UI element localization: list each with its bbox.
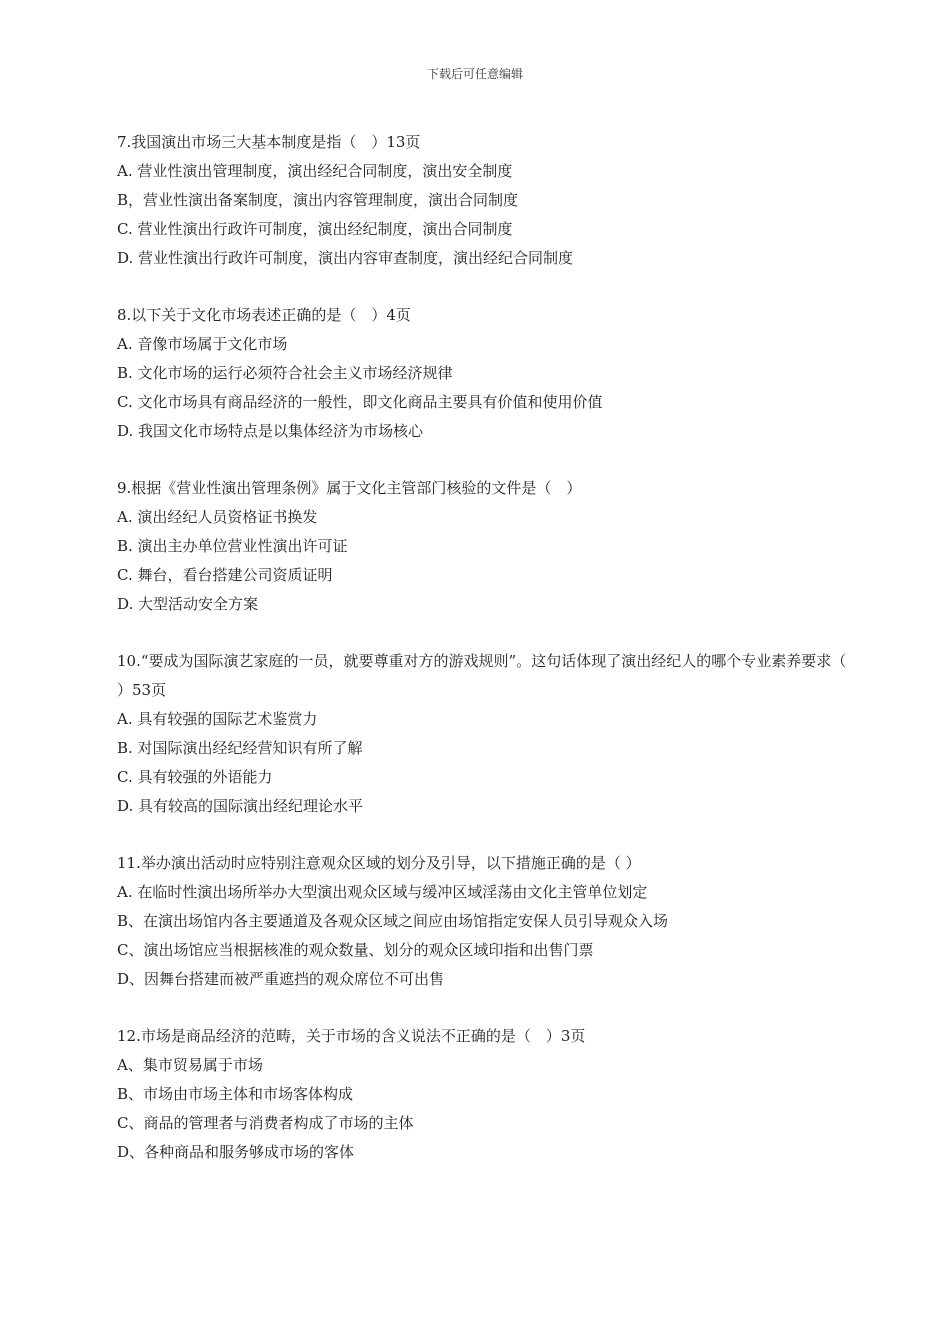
option-a: A. 音像市场属于文化市场 — [117, 335, 288, 353]
question-stem: 12.市场是商品经济的范畴，关于市场的含义说法不正确的是（ ）3页 — [117, 1027, 586, 1045]
option-b: B. 文化市场的运行必须符合社会主义市场经济规律 — [117, 364, 453, 382]
question-11 — [117, 849, 857, 994]
option-a: A. 营业性演出管理制度，演出经纪合同制度，演出安全制度 — [117, 162, 513, 180]
option-a: A. 在临时性演出场所举办大型演出观众区域与缓冲区域淫荡由文化主管单位划定 — [117, 883, 648, 901]
option-b: B、在演出场馆内各主要通道及各观众区域之间应由场馆指定安保人员引导观众入场 — [117, 912, 669, 930]
page-header: 下载后可任意编辑 — [426, 67, 523, 81]
option-d: D. 大型活动安全方案 — [117, 595, 259, 613]
question-12 — [117, 1022, 857, 1167]
option-b: B、市场由市场主体和市场客体构成 — [117, 1085, 354, 1103]
question-stem: 10.“要成为国际演艺家庭的一员，就要尊重对方的游戏规则”。这句话体现了演出经纪人的哪个专业素养要求（ ）53页 — [117, 652, 847, 699]
question-stem: 7.我国演出市场三大基本制度是指（ ）13页 — [117, 133, 421, 151]
option-c: C、商品的管理者与消费者构成了市场的主体 — [117, 1114, 414, 1132]
option-d: D、各种商品和服务够成市场的客体 — [117, 1143, 355, 1161]
question-8 — [117, 301, 857, 446]
option-c: C. 舞台，看台搭建公司资质证明 — [117, 566, 333, 584]
option-b: B. 演出主办单位营业性演出许可证 — [117, 537, 348, 555]
option-d: D. 具有较高的国际演出经纪理论水平 — [117, 797, 364, 815]
option-a: A、集市贸易属于市场 — [117, 1056, 263, 1074]
option-c: C. 营业性演出行政许可制度，演出经纪制度，演出合同制度 — [117, 220, 513, 238]
option-d: D. 我国文化市场特点是以集体经济为市场核心 — [117, 422, 424, 440]
question-stem: 8.以下关于文化市场表述正确的是（ ）4页 — [117, 306, 411, 324]
question-list — [117, 128, 857, 1195]
question-stem: 9.根据《营业性演出管理条例》属于文化主管部门核验的文件是（ ） — [117, 479, 582, 497]
question-10 — [117, 647, 857, 821]
option-d: D. 营业性演出行政许可制度，演出内容审查制度，演出经纪合同制度 — [117, 249, 574, 267]
option-a: A. 演出经纪人员资格证书换发 — [117, 508, 318, 526]
option-c: C. 具有较强的外语能力 — [117, 768, 273, 786]
option-a: A. 具有较强的国际艺术鉴赏力 — [117, 710, 318, 728]
question-stem: 11.举办演出活动时应特别注意观众区域的划分及引导，以下措施正确的是（ ） — [117, 854, 641, 872]
option-c: C、演出场馆应当根据核准的观众数量、划分的观众区域印指和出售门票 — [117, 941, 594, 959]
option-b: B. 对国际演出经纪经营知识有所了解 — [117, 739, 363, 757]
option-b: B，营业性演出备案制度，演出内容管理制度，演出合同制度 — [117, 191, 519, 209]
question-7 — [117, 128, 857, 273]
question-9 — [117, 474, 857, 619]
option-c: C. 文化市场具有商品经济的一般性，即文化商品主要具有价值和使用价值 — [117, 393, 603, 411]
option-d: D、因舞台搭建而被严重遮挡的观众席位不可出售 — [117, 970, 445, 988]
